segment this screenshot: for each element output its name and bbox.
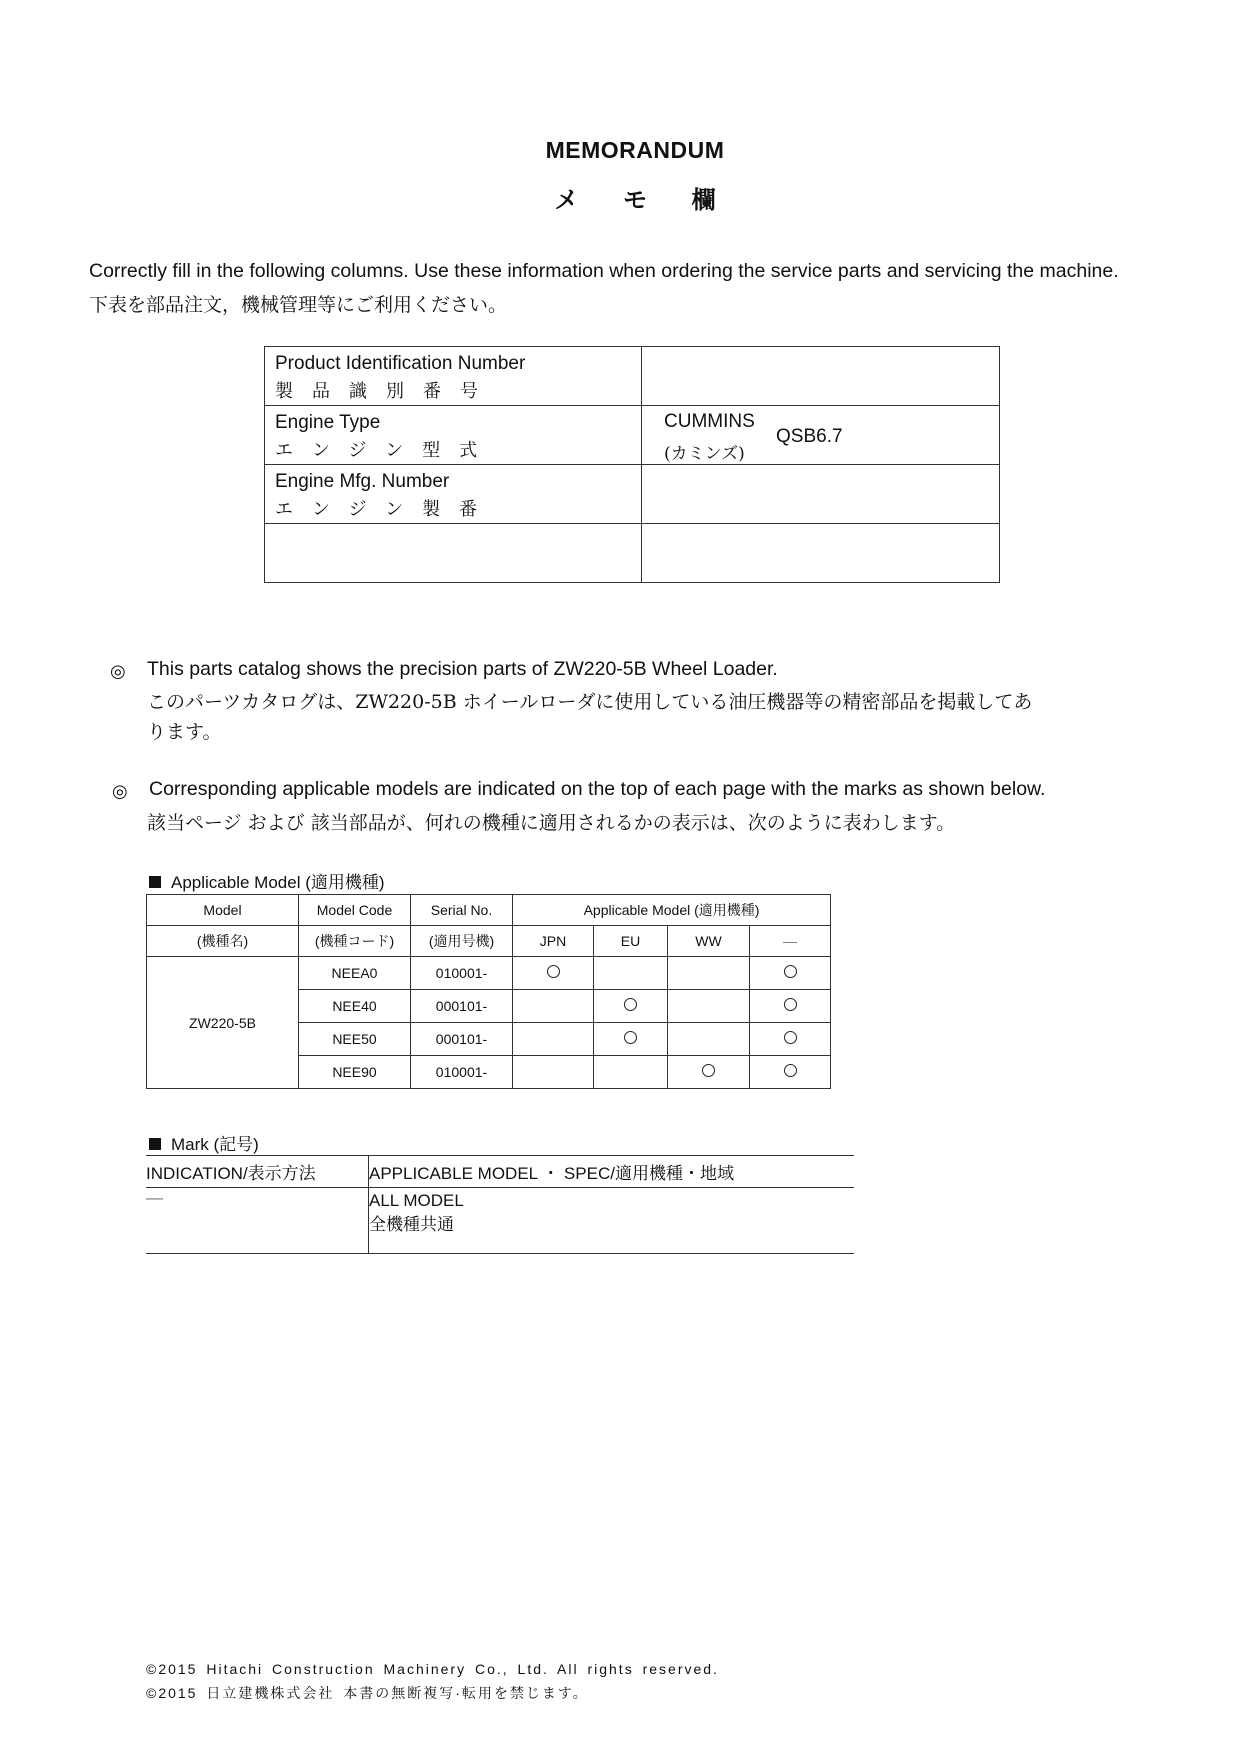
serial-cell: 000101- — [411, 1023, 513, 1056]
circle-mark-icon — [624, 1031, 637, 1044]
memo-value-pin[interactable] — [642, 347, 1000, 406]
memo-row-engine-type — [265, 406, 1000, 465]
jpn-cell — [513, 1056, 594, 1089]
page-title: MEMORANDUM — [545, 137, 725, 163]
model-name: ZW220-5B — [147, 957, 299, 1089]
mark-applicable-cell — [369, 1188, 855, 1254]
mark-header-indication: INDICATION/表示方法 — [146, 1156, 369, 1188]
applicable-model-title: Applicable Model (適用機種) — [171, 873, 385, 892]
memo-label-jp: エンジン製番 — [275, 499, 497, 520]
bullet-text-jp: このパーツカタログは、ZW220-5B ホイールローダに使用している油圧機器等の精密部品を掲載してあ — [147, 691, 1033, 713]
circle-mark-icon — [547, 965, 560, 978]
circle-mark-icon — [784, 965, 797, 978]
model-code-cell: NEE40 — [299, 990, 411, 1023]
eu-cell — [594, 1056, 668, 1089]
engine-brand-jp: (カミンズ) — [664, 444, 745, 464]
header-model-jp: (機種名) — [147, 926, 299, 957]
memo-row-engine-mfg — [265, 465, 1000, 524]
bullet-text-jp: 該当ページ および 該当部品が、何れの機種に適用されるかの表示は、次のように表わします。 — [147, 812, 956, 834]
serial-cell: 010001- — [411, 1056, 513, 1089]
square-bullet-icon — [149, 1138, 161, 1150]
eu-cell — [594, 990, 668, 1023]
applicable-model-table — [146, 894, 831, 1089]
bullet-text: This parts catalog shows the precision parts of ZW220-5B Wheel Loader. — [147, 658, 778, 680]
intro-text: Correctly fill in the following columns. Use these information when ordering the service parts and servicing the machine. — [89, 260, 1119, 282]
model-code-cell: NEEA0 — [299, 957, 411, 990]
header-model: Model — [147, 895, 299, 926]
all-cell — [750, 1023, 831, 1056]
circle-mark-icon — [702, 1064, 715, 1077]
jpn-cell — [513, 957, 594, 990]
jpn-cell — [513, 990, 594, 1023]
memo-table — [264, 346, 1000, 583]
all-cell — [750, 1056, 831, 1089]
all-cell — [750, 957, 831, 990]
mark-model-jp: 全機種共通 — [369, 1215, 454, 1235]
circle-mark-icon — [784, 998, 797, 1011]
mark-row — [146, 1188, 854, 1254]
bullet-text-jp: ります。 — [147, 721, 222, 743]
mark-table — [146, 1155, 854, 1254]
all-cell — [750, 990, 831, 1023]
serial-cell: 000101- — [411, 990, 513, 1023]
ww-cell — [668, 957, 750, 990]
header-serial: Serial No. — [411, 895, 513, 926]
memo-label-en: Engine Type — [275, 412, 381, 433]
header-applicable: Applicable Model (適用機種) — [513, 895, 831, 926]
memo-label-blank[interactable] — [265, 524, 642, 583]
model-code-cell: NEE50 — [299, 1023, 411, 1056]
serial-cell: 010001- — [411, 957, 513, 990]
circle-mark-icon — [624, 998, 637, 1011]
memo-label-jp: 製品識別番号 — [275, 381, 497, 402]
memo-value-engine-mfg[interactable] — [642, 465, 1000, 524]
square-bullet-icon — [149, 876, 161, 888]
memo-row-pin — [265, 347, 1000, 406]
jpn-cell — [513, 1023, 594, 1056]
mark-header-row — [146, 1156, 854, 1188]
memo-value-engine-type — [642, 406, 1000, 465]
copyright-en: ©2015 Hitachi Construction Machinery Co., Ltd. All rights reserved. — [146, 1661, 719, 1677]
memo-label-jp: エンジン型式 — [275, 440, 497, 461]
mark-heading — [149, 1130, 259, 1155]
table-header-row — [147, 926, 831, 957]
memo-label-cell — [265, 347, 642, 406]
table-row — [147, 957, 831, 990]
memo-label-cell — [265, 465, 642, 524]
mark-indication: — — [146, 1188, 369, 1254]
intro-text-jp: 下表を部品注文，機械管理等にご利用ください。 — [89, 294, 508, 316]
memo-label-en: Product Identification Number — [275, 353, 526, 374]
engine-brand: CUMMINS — [664, 411, 755, 432]
header-model-code: Model Code — [299, 895, 411, 926]
header-jpn: JPN — [513, 926, 594, 957]
ww-cell — [668, 1056, 750, 1089]
copyright-jp: ©2015 日立建機株式会社 本書の無断複写·転用を禁じます。 — [146, 1685, 589, 1701]
model-code-cell: NEE90 — [299, 1056, 411, 1089]
ww-cell — [668, 990, 750, 1023]
header-ww: WW — [668, 926, 750, 957]
memo-value-blank[interactable] — [642, 524, 1000, 583]
eu-cell — [594, 1023, 668, 1056]
memo-label-en: Engine Mfg. Number — [275, 471, 450, 492]
engine-model: QSB6.7 — [776, 426, 843, 447]
mark-header-applicable: APPLICABLE MODEL ・ SPEC/適用機種・地域 — [369, 1156, 855, 1188]
mark-title: Mark (記号) — [171, 1135, 259, 1154]
header-serial-jp: (適用号機) — [411, 926, 513, 957]
memo-label-cell — [265, 406, 642, 465]
bullet-mark-icon: ◎ — [110, 661, 126, 681]
bullet-text: Corresponding applicable models are indicated on the top of each page with the marks as shown below. — [149, 778, 1046, 800]
page-title-jp: メ モ 欄 — [554, 187, 716, 214]
circle-mark-icon — [784, 1031, 797, 1044]
eu-cell — [594, 957, 668, 990]
memo-row-blank — [265, 524, 1000, 583]
bullet-mark-icon: ◎ — [112, 781, 128, 801]
header-eu: EU — [594, 926, 668, 957]
circle-mark-icon — [784, 1064, 797, 1077]
header-all: — — [750, 926, 831, 957]
header-model-code-jp: (機種コード) — [299, 926, 411, 957]
ww-cell — [668, 1023, 750, 1056]
applicable-model-heading — [149, 868, 385, 893]
mark-model-en: ALL MODEL — [369, 1191, 464, 1210]
table-header-row — [147, 895, 831, 926]
